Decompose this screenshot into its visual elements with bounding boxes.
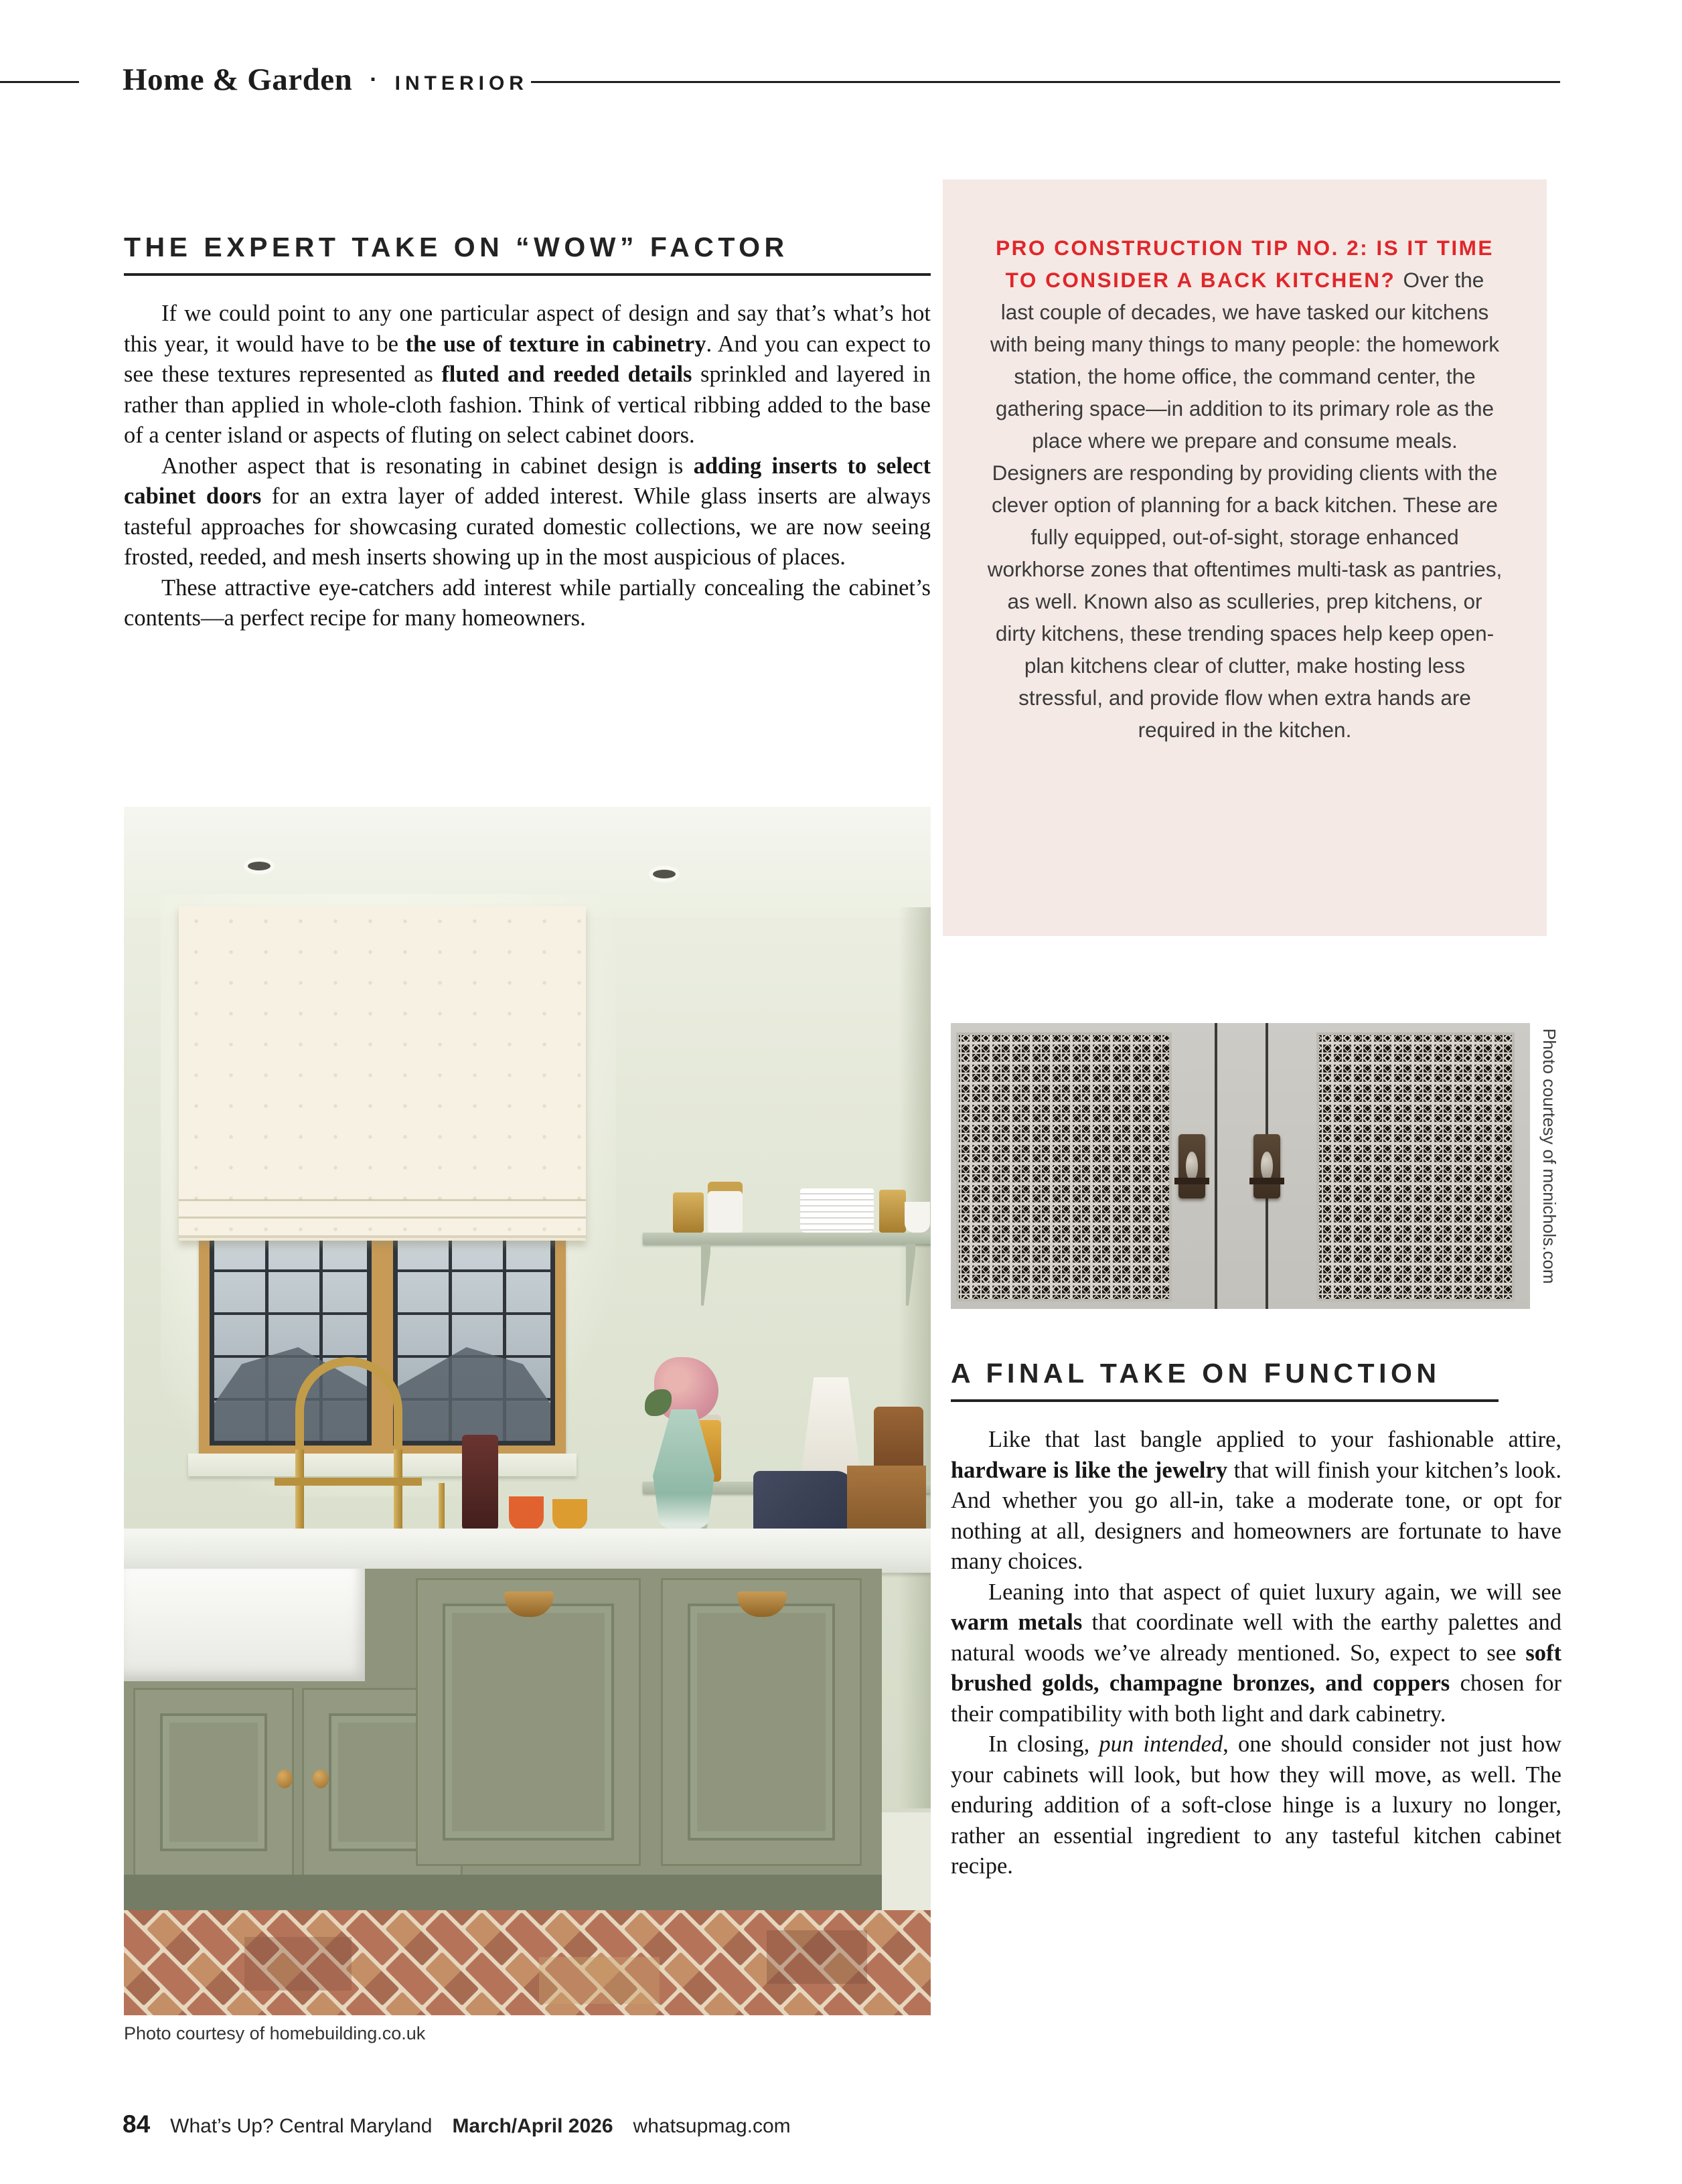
faucet-crossbar (275, 1478, 422, 1486)
final-take-body (951, 1425, 1561, 1882)
orange-bowl (509, 1496, 544, 1530)
brick-floor (124, 1910, 931, 2015)
farmhouse-sink (124, 1569, 365, 1681)
mesh-photo-caption: Photo courtesy of mcnichols.com (1539, 1028, 1559, 1284)
bronze-latch (1253, 1134, 1280, 1198)
brass-knob (313, 1770, 329, 1788)
door-panel (443, 1604, 614, 1841)
latch-bar (1249, 1178, 1284, 1184)
cabinet-door (661, 1578, 862, 1866)
magazine-name: What’s Up? Central Maryland (170, 2115, 433, 2137)
navy-cloth (753, 1471, 854, 1535)
wood-box (847, 1466, 926, 1530)
faucet-leg (295, 1450, 304, 1530)
kitchen-photo (124, 807, 931, 2015)
expert-take-body (124, 299, 931, 634)
separator-dot: · (370, 67, 378, 92)
final-take-paragraph-3: In closing, pun intended, one should consider not just how your cabinets will look, but how they will move, as well. The enduring addition of a soft-close hinge is a luxury no longer, rather an essential ingredient to any tasteful kitchen cabinet recipe. (951, 1731, 1562, 1879)
final-take-paragraph-1: Like that last bangle applied to your fashionable attire, hardware is like the jewelry that will finish your kitchen’s look. And whether you go all-in, take a moderate tone, or opt for nothing at all, designers and homeowners are fortunate to have many choices. (951, 1427, 1562, 1574)
latch-bar (1174, 1178, 1209, 1184)
white-bowl (905, 1202, 930, 1233)
cabinet-plinth (124, 1875, 882, 1914)
final-take-heading: A FINAL TAKE ON FUNCTION (951, 1358, 1441, 1389)
door-gap (1215, 1023, 1217, 1309)
brass-knob (277, 1770, 293, 1788)
rooftop-view (398, 1347, 550, 1441)
recessed-light (248, 862, 271, 870)
website-url: whatsupmag.com (633, 2115, 791, 2137)
door-panel (160, 1713, 267, 1851)
window-sash-right (393, 1233, 555, 1446)
brass-faucet (295, 1357, 402, 1458)
page-number: 84 (123, 2110, 151, 2138)
plate-stack (800, 1188, 874, 1233)
brass-cup (673, 1192, 704, 1233)
latch-knob (1261, 1152, 1273, 1181)
recessed-light (653, 870, 676, 878)
page-footer (123, 2110, 791, 2138)
pro-tip-box (943, 179, 1547, 936)
yellow-bowl (552, 1499, 587, 1530)
issue-date: March/April 2026 (452, 2115, 613, 2137)
expert-take-paragraph-2: Another aspect that is resonating in cabinet design is adding inserts to select cabinet doors for an extra layer of added interest. While glass inserts are always tasteful approaches for showcasing curated domestic collections, we are now seeing frosted, reeded, and mesh inserts showing up in the most auspicious of places. (124, 453, 931, 570)
category-label: INTERIOR (394, 72, 528, 94)
final-take-paragraph-2: Leaning into that aspect of quiet luxury again, we will see warm metals that coordinate well with the earthy palettes and natural woods we’ve already mentioned. So, expect to see soft brushed golds, champagne bronzes, and coppers chosen for their compatibility with both light and dark cabinetry. (951, 1579, 1562, 1727)
latch-knob (1186, 1152, 1198, 1181)
soap-bottle (462, 1435, 498, 1530)
masthead (123, 62, 528, 98)
pro-tip-text: PRO CONSTRUCTION TIP NO. 2: IS IT TIME TO CONSIDER A BACK KITCHEN? Over the last couple of decades, we have tasked our kitchens with being many things to many people: the homework station, the home office, the command center, the gathering space—in addition to its primary role as the place where we prepare and consume meals. Designers are responding by providing clients with the clever option of planning for a back kitchen. These are fully equipped, out-of-sight, storage enhanced workhorse zones that oftentimes multi-task as pantries, as well. Known also as sculleries, prep kitchens, or dirty kitchens, these trending spaces help keep open-plan kitchens clear of clutter, make hosting less stressful, and provide flow when extra hands are required in the kitchen. (987, 236, 1503, 742)
cabinet-door (133, 1688, 294, 1877)
mesh-inserts (951, 1023, 1530, 1309)
open-shelf-upper (643, 1233, 931, 1244)
mesh-cabinet-photo (951, 1023, 1530, 1309)
faucet-leg (394, 1450, 402, 1530)
door-panel (688, 1604, 835, 1841)
side-sprayer (439, 1483, 445, 1530)
expert-take-heading-rule (124, 273, 931, 276)
shelf-bracket (701, 1244, 710, 1306)
skirting-board (882, 1808, 931, 1918)
expert-take-paragraph-1: If we could point to any one particular aspect of design and say that’s what’s hot this year, it would have to be the use of texture in cabinetry. And you can expect to see these textures represented as fluted and reeded details sprinkled and layered in rather than applied in whole-cloth fashion. Think of vertical ribbing added to the base of a center island or aspects of fluting on select cabinet doors. (124, 301, 931, 448)
brass-cup (879, 1190, 906, 1233)
white-jug (708, 1182, 743, 1233)
expert-take-paragraph-3: These attractive eye-catchers add interest while partially concealing the cabinet’s contents—a perfect recipe for many homeowners. (124, 574, 931, 631)
expert-take-heading: THE EXPERT TAKE ON “WOW” FACTOR (124, 232, 789, 262)
final-take-heading-rule (951, 1399, 1499, 1402)
header-rule-right (531, 81, 1560, 83)
bronze-latch (1178, 1134, 1205, 1198)
wall-corner (899, 907, 931, 1878)
section-label: Home & Garden (123, 62, 353, 97)
cabinet-door (416, 1578, 641, 1866)
shade-folds (179, 1194, 586, 1241)
header-rule-left (0, 81, 79, 83)
kitchen-photo-caption: Photo courtesy of homebuilding.co.uk (124, 2023, 426, 2043)
marble-counter (124, 1529, 931, 1573)
roman-shade (179, 906, 586, 1241)
